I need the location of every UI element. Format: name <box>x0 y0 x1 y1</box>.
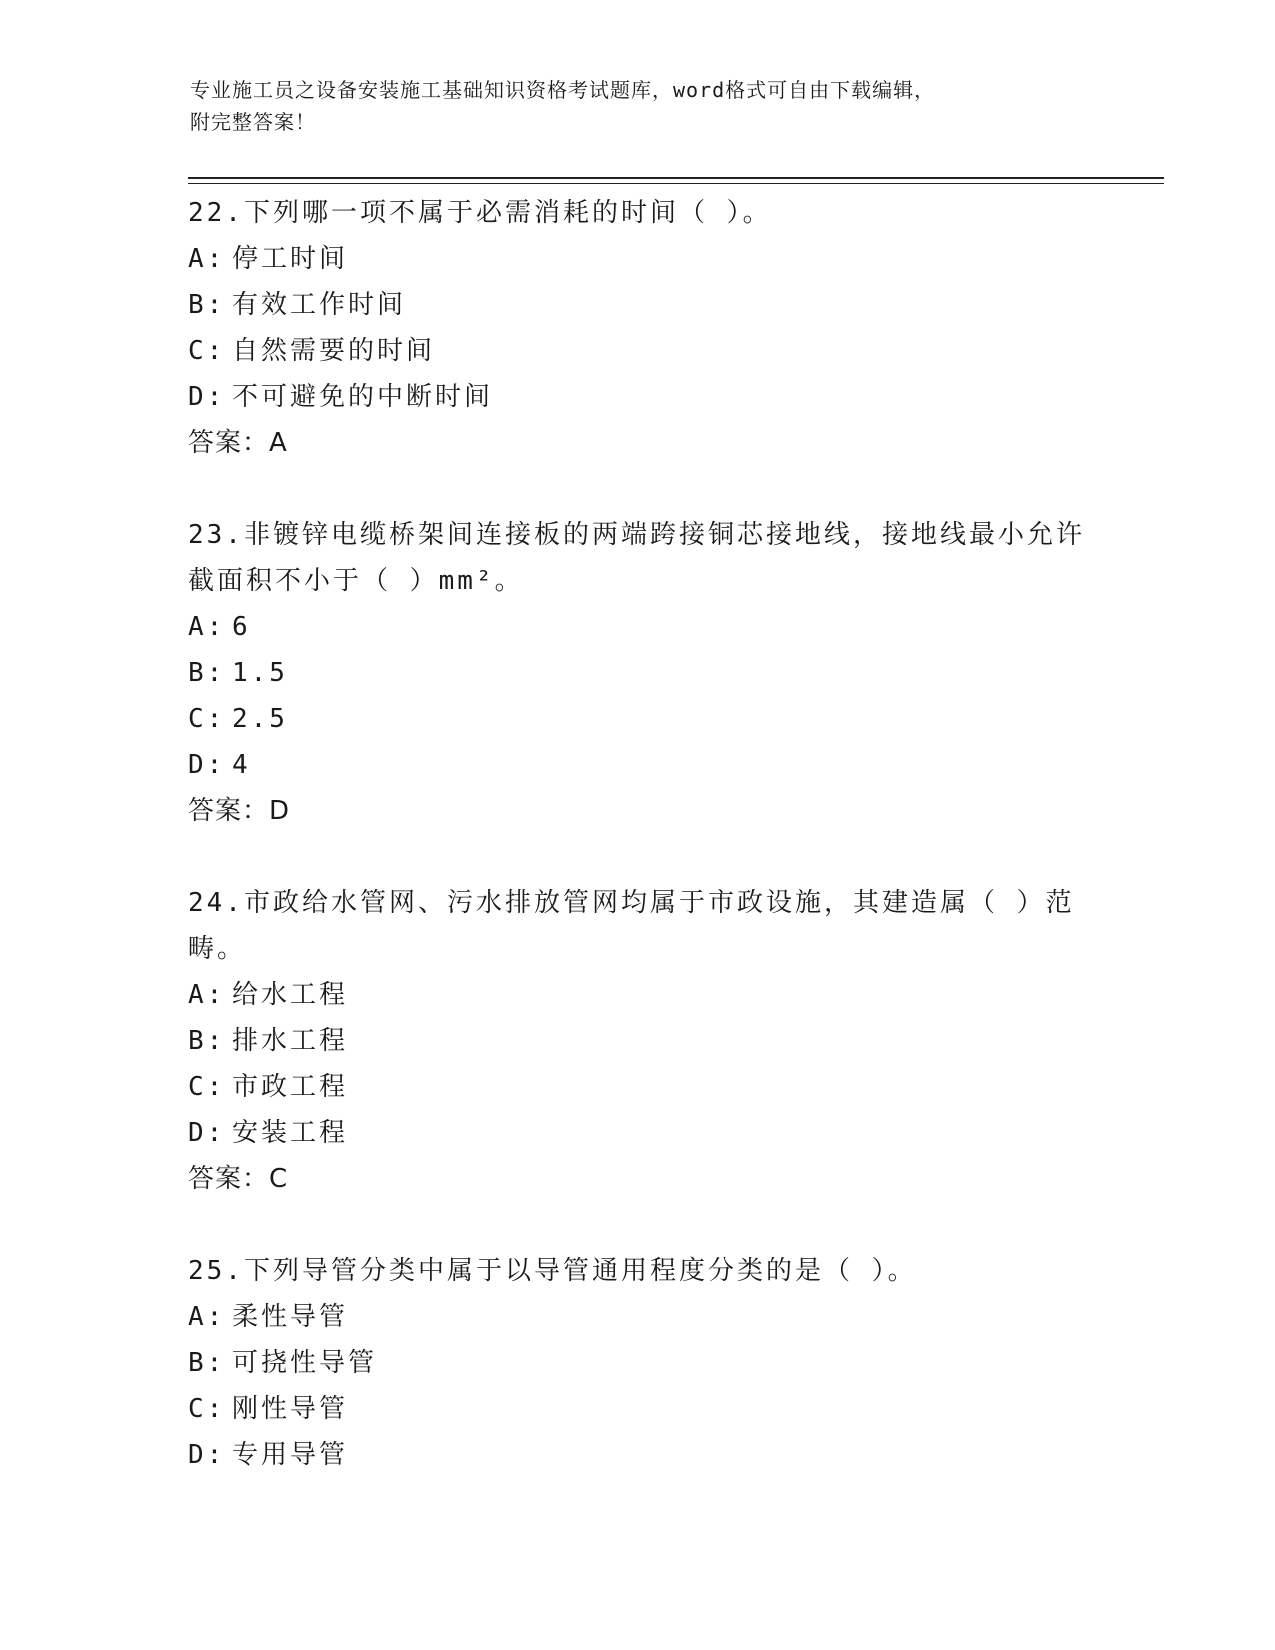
answer-option <box>188 282 1088 328</box>
answer-option <box>188 1064 1088 1110</box>
option-letter: C: <box>188 704 226 734</box>
answer-option <box>188 1340 1088 1386</box>
option-letter: D: <box>188 750 226 780</box>
option-letter: A: <box>188 1302 226 1332</box>
answer-option <box>188 1018 1088 1064</box>
option-text: 市政工程 <box>232 1072 349 1102</box>
option-letter: C: <box>188 1072 226 1102</box>
option-letter: A: <box>188 244 226 274</box>
answer-option <box>188 1294 1088 1340</box>
answer-option <box>188 236 1088 282</box>
option-text: 2.5 <box>232 704 288 734</box>
question-block <box>188 1248 1088 1478</box>
option-text: 可挠性导管 <box>232 1348 378 1378</box>
answer-option <box>188 374 1088 420</box>
option-text: 专用导管 <box>232 1440 349 1470</box>
option-text: 停工时间 <box>232 244 349 274</box>
option-letter: A: <box>188 980 226 1010</box>
option-text: 4 <box>232 750 251 780</box>
question-block <box>188 512 1088 834</box>
option-text: 不可避免的中断时间 <box>232 382 494 412</box>
question-stem <box>188 190 1088 236</box>
option-text: 排水工程 <box>232 1026 349 1056</box>
answer-option <box>188 328 1088 374</box>
option-text: 有效工作时间 <box>232 290 407 320</box>
question-stem-line: 22.下列哪一项不属于必需消耗的时间（ ）。 <box>188 198 772 228</box>
question-stem-line: 截面积不小于（ ）mm²。 <box>188 566 524 596</box>
answer-key: 答案：C <box>188 1164 289 1194</box>
question-stem-line: 25.下列导管分类中属于以导管通用程度分类的是（ ）。 <box>188 1256 917 1286</box>
answer-key: 答案：A <box>188 428 288 458</box>
header-line-2: 附完整答案！ <box>190 110 316 134</box>
option-text: 自然需要的时间 <box>232 336 436 366</box>
option-letter: B: <box>188 658 226 688</box>
option-letter: D: <box>188 1440 226 1470</box>
answer-option <box>188 742 1088 788</box>
question-stem <box>188 1248 1088 1294</box>
answer-option <box>188 1110 1088 1156</box>
option-letter: C: <box>188 336 226 366</box>
question-block <box>188 880 1088 1202</box>
option-letter: D: <box>188 382 226 412</box>
option-letter: B: <box>188 1348 226 1378</box>
answer-option <box>188 972 1088 1018</box>
question-stem-line: 畴。 <box>188 934 247 964</box>
question-stem-line: 24.市政给水管网、污水排放管网均属于市政设施，其建造属（ ）范 <box>188 888 1075 918</box>
question-stem-line: 23.非镀锌电缆桥架间连接板的两端跨接铜芯接地线，接地线最小允许 <box>188 520 1085 550</box>
option-letter: C: <box>188 1394 226 1424</box>
header-divider-thick <box>188 177 1164 179</box>
option-letter: B: <box>188 1026 226 1056</box>
option-text: 1.5 <box>232 658 288 688</box>
option-letter: B: <box>188 290 226 320</box>
document-header <box>190 74 1090 138</box>
question-stem <box>188 880 1088 972</box>
option-text: 6 <box>232 612 251 642</box>
answer-option <box>188 604 1088 650</box>
answer-key: 答案：D <box>188 796 291 826</box>
question-stem <box>188 512 1088 604</box>
answer-option <box>188 1432 1088 1478</box>
question-block <box>188 190 1088 466</box>
option-text: 刚性导管 <box>232 1394 349 1424</box>
answer-option <box>188 1386 1088 1432</box>
answer-option <box>188 696 1088 742</box>
header-line-1: 专业施工员之设备安装施工基础知识资格考试题库，word格式可自由下载编辑， <box>190 78 936 102</box>
option-text: 安装工程 <box>232 1118 349 1148</box>
option-letter: D: <box>188 1118 226 1148</box>
option-text: 柔性导管 <box>232 1302 349 1332</box>
answer-option <box>188 650 1088 696</box>
header-divider-thin <box>188 183 1164 184</box>
option-text: 给水工程 <box>232 980 349 1010</box>
option-letter: A: <box>188 612 226 642</box>
question-list <box>188 190 1088 1524</box>
